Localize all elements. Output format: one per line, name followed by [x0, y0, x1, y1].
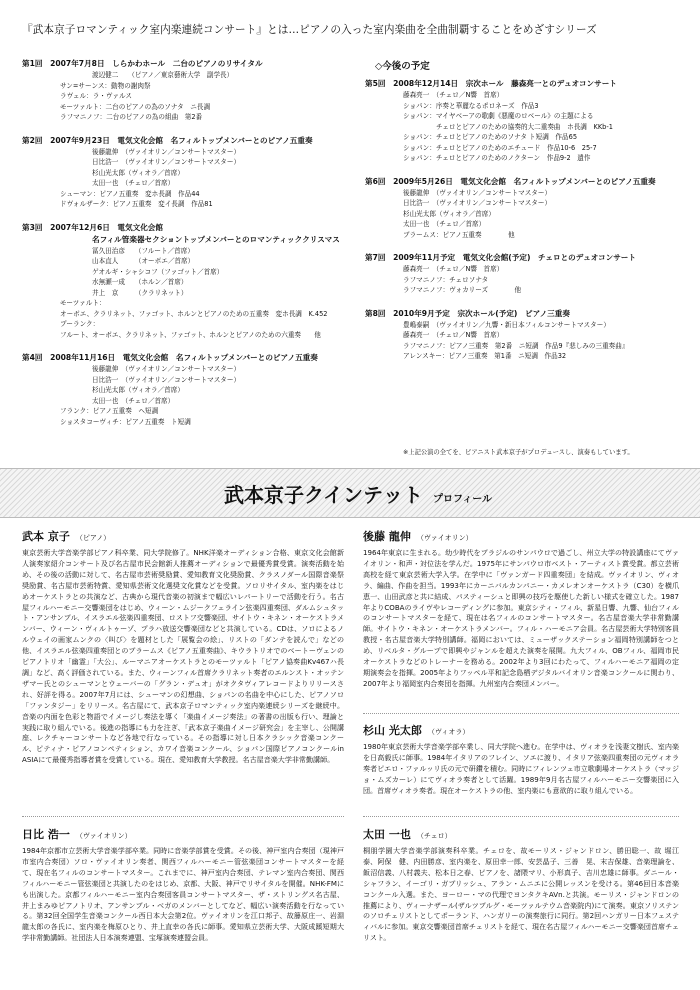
program-line: ラフマニノフ：ピアノ三重奏 第2番 ニ短調 作品9『悲しみの三重奏曲』 — [403, 341, 629, 350]
program-line: 豊嶋泰嗣 （ヴァイオリン／九響・新日本フィルコンサートマスター） — [403, 320, 610, 329]
bio-name: 日比 浩一 （ヴァイオリン） — [22, 828, 132, 841]
program-line: サン=サーンス：動物の謝肉祭 — [60, 81, 151, 90]
concert-entry — [365, 308, 683, 362]
concert-entry — [22, 135, 357, 210]
program-line: アレンスキー：ピアノ三重奏 第1番 ニ短調 作品32 — [403, 352, 567, 360]
quintet-title: 武本京子クインテット プロフィール — [224, 483, 492, 507]
program-line: チェロとピアノのための協奏的大二重奏曲 ホ長調 KKb-1 — [403, 122, 613, 131]
program-line: ショパン：序奏と華麗なるポロネーズ 作品3 — [403, 101, 539, 110]
bio-name: 武本 京子 （ピアノ） — [22, 530, 111, 543]
program-line: 山本直人 （オーボエ／首席） — [92, 257, 195, 265]
program-line: 太田一也 （チェロ／首席） — [403, 220, 486, 228]
bio-sugiyama — [363, 722, 679, 797]
concert-heading: 第4回 2008年11月16日 電気文化会館 名フィルトップメンバーとのピアノ五重奏 — [22, 353, 318, 362]
bio-divider — [363, 816, 679, 817]
bio-goto — [363, 528, 679, 690]
program-line: モーツァルト： — [60, 299, 106, 307]
bio-hibi — [22, 826, 344, 944]
program-line: 日比浩一 （ヴァイオリン／コンサートマスター） — [92, 158, 241, 166]
concert-heading: 第5回 2008年12月14日 宗次ホール 藤森亮一とのデュオコンサート — [365, 79, 617, 88]
program-line: 渡辺健二 （ピアノ／東京藝術大学 副学長） — [92, 71, 234, 79]
program-line: フルート、オーボエ、クラリネット、ファゴット、ホルンとピアノのための六重奏 他 — [60, 330, 321, 339]
program-line: 藤森亮一 （チェロ／N響 首席） — [403, 265, 504, 273]
concert-entry — [22, 222, 357, 341]
program-line: ラフマニノフ：チェロソナタ — [403, 275, 489, 284]
concert-entry — [22, 58, 357, 123]
program-line: 後藤龍伸 （ヴァイオリン／コンサートマスター） — [92, 365, 241, 373]
bio-name: 杉山 光太郎 （ヴィオラ） — [363, 724, 470, 737]
program-line: ゲオルギ・シャシコフ（ファゴット／首席） — [92, 267, 224, 276]
program-line: ショスタコーヴィチ：ピアノ五重奏 ト短調 — [60, 417, 191, 426]
program-line: 太田一也 （チェロ／首席） — [92, 396, 175, 405]
bio-takemoto — [22, 528, 344, 766]
concert-heading: 第7回 2009年11月予定 電気文化会館(予定) チェロとのデュオコンサート — [365, 253, 636, 262]
upcoming-concerts-column — [365, 58, 683, 374]
concert-heading: 第3回 2007年12月6日 電気文化会館 — [22, 222, 163, 232]
concert-subheading: 名フィル管楽器セクショントップメンバーとのロマンティッククリスマス — [92, 234, 340, 244]
concert-heading: 第6回 2009年5月26日 電気文化会館 名フィルトップメンバーとのピアノ五重奏 — [365, 176, 656, 186]
program-line: シューマン：ピアノ五重奏 変ホ長調 作品44 — [60, 189, 200, 198]
concert-entry — [365, 176, 683, 241]
program-line: 日比浩一 （ヴァイオリン／コンサートマスター） — [92, 375, 241, 384]
program-line: 藤森亮一 （チェロ／N響 首席） — [403, 331, 504, 339]
bio-text: 1964年東京に生まれる。幼少時代をブラジルのサンパウロで過ごし、州立大学の特設講座にてヴァイオリン・和声・対位法を学んだ。1975年にサンパウロ市ベスト・アーティスト賞受賞。都立芸術高校を経て東京芸術大学入学。在学中に「ヴァンガード四重奏団」を結成。ヴァイオリン、ヴィオラ、編曲、作曲を担当。1993年にカーニバルカンパニー・カメレオンオーケストラ（C30）を横爪恵一、山田武彦と共に結成、パスティーシュと即興の技巧を駆使した新しい様式を確立した。1987年よりCOBAのライヴやレコーディングに参加。東京シティ・フィル、新星日響、九響、仙台フィルのコンサートマスターを経て、現在は名フィルのコンサートマスター。名古屋音楽大学非常勤講師。サイトウ・キネン・オーケストラメンバー。フィル・ハーモニア会員。名古屋芸術大学特別客員教授・名古屋音楽大学特別講師。福岡においては、ミューザックステーション福岡特別講師をつとめ、リベルタ・グループで即興やジャンルを超えた演奏を展開。九大フィル、OBフィル、福岡市民オーケストラなどのトレーナーを務める。2002年より3回にわたって、フィルハーモニア福岡の定期演奏会を指揮。2005年よりフッペル平和記念島栖デジタルバイオリン音楽コンクールに関わり、2007年より福岡室内合奏団を指揮。九州室内合奏団メンバー。 — [363, 548, 679, 688]
program-line: ショパン：マイヤベーアの歌劇《悪魔のロベール》の主題による — [403, 112, 594, 120]
concert-entry — [22, 352, 357, 427]
program-line: 井上 京 （クラリネット） — [92, 288, 188, 297]
program-line: 後藤龍伸 （ヴァイオリン／コンサートマスター） — [92, 147, 241, 156]
past-concerts-column — [22, 58, 357, 439]
program-line: ショパン：チェロとピアノのためのソナタ ト短調 作品65 — [403, 133, 578, 141]
concert-entry — [365, 252, 683, 296]
series-title: 『武本京子ロマンティック室内楽連続コンサート』とは…ピアノの入った室内楽曲を全曲制覇することをめざすシリーズ — [22, 24, 597, 36]
profile-subtitle: プロフィール — [433, 494, 492, 505]
bio-text: 東京芸術大学音楽学部ピアノ科卒業、同大学院修了。NHK洋楽オーディション合格、東京文化会館新人演奏家紹介コンサート及び名古屋市民会館新人推薦オーディションで最優秀賞受賞。演奏活動を始め、その後の活動に対して、名古屋市芸術奨励賞、愛知教育文化奨励賞、クラスノダール国際音楽祭奨励賞、名古屋市芸術特賞、愛知県芸術文化選奨文化賞などを受賞。ソロリサイタル、室内楽をはじめオーケストラとの共演など、古典から現代音楽の初演まで幅広いレパートリーで活動を行う。名古屋フィルハーモニー交響楽団をはじめ、ウィーン・ムジークフェライン弦楽四重奏団、ダルムシュタット・アンサンブル、イスラエル弦楽四重奏団、ロストフ交響楽団、サイトウ・キネン・オーケストラメンバー、ウィーン・ヴィルトゥーゾ、プラハ放送交響楽団などと共演している。CDは、ソロによるノルウェイの画家ムンクの〈叫び〉を題材とした「展覧会の絵」、リストの「ダンテを読んで」などの他、イスラエル弦楽四重奏団とのブラームス《ピアノ五重奏曲》、キウラトリオでのベートーヴェンのピアノトリオ「幽霊」「大公」、ルーマニアオーケストラとのモーツァルト「ピアノ協奏曲Kv467ハ長調」など、高く評価されている。また、ウィーンフィル首席クラリネット奏者のエルンスト・オッテンザマー氏とのシューマンとウェーバーの「グラン・デュオ」がオクタヴィアレコードよりリリースされ、好評を得る。2007年7月には、シューマンの幻想曲、ショパンの名曲を中心にした、ピアノソロ「ファンタジー」をリリース。名古屋にて、武本京子ロマンティック室内楽連続シリーズを継続中。音楽の内面を色彩と物語でイメージし奏法を導く「楽曲イメージ奏法」の著書の出版も行い、理論と実践に取り組んでいる。後進の指導にも力を注ぎ、「武本京子楽曲イメージ研究会」を主宰し、公開講座、レクチャーコンサートなど各地で行なっている。その指導に対し日本クラシック音楽コンクール、ピティナ・ピアノコンペティション、カワイ音楽コンクール、ショパン国際ピアノコンクールin ASIAにて最優秀指導者賞を受賞している。現在、愛知教育大学教授。名古屋音楽大学非常勤講師。 — [22, 548, 344, 765]
program-line: ショパン：チェロとピアノのためのエチュード 作品10-6 25-7 — [403, 143, 597, 152]
program-line: 冨久田治彦 （フルート／首席） — [92, 246, 194, 255]
program-line: 水無瀬一成 （ホルン／首席） — [92, 278, 188, 286]
bio-name: 後藤 龍伸 （ヴァイオリン） — [363, 530, 473, 543]
program-line: ラヴェル：ラ・ヴァルス — [60, 92, 133, 100]
program-line: ラフマニノフ：二台のピアノの為の組曲 第2番 — [60, 113, 203, 121]
program-line: 杉山光太郎（ヴィオラ／首席） — [92, 168, 184, 177]
program-line: 藤森亮一 （チェロ／N響 首席） — [403, 91, 504, 99]
program-line: 後藤龍伸 （ヴァイオリン／コンサートマスター） — [403, 188, 552, 197]
concert-heading: 第2回 2007年9月23日 電気文化会館 名フィルトップメンバーとのピアノ五重奏 — [22, 135, 313, 145]
bio-divider — [22, 816, 344, 817]
program-line: オーボエ、クラリネット、ファゴット、ホルンとピアノのための五重奏 変ホ長調 K.452 — [60, 309, 328, 318]
profile-banner — [0, 468, 700, 518]
bio-text: 桐朋学園大学音楽学部演奏科卒業。チェロを、故モーリス・ジャンドロン、勝田聡一、故 堀江 泰、阿保 健、内田勝彦、室内楽を、原田幸一郎、安芸晶子、三善 晃、末吉保雄、音楽理論を、飯沼信義、八村義夫、松本日之春、ピアノを、諸隈マリ、小形真子、吉川忠雄に師事。ダニール・シャフラン、イーゴリ・ガブリッシュ、アラン・ムニエに公開レッスンを受ける。第46回日本音楽コンクール入選。また、ヨーロー・マの代理でヨンタクキAVn.と共演。モーリス・ジャンドロンの推薦により、ヴィーナザール(ザルツブルグ・モーツァルテウム音楽院内)にて演奏。東京ソリステンのソロチェリストとしてポーランド、ハンガリーの演奏旅行に同行。第2回ハンガリー日本フェスティバルに参加。東京交響楽団首席チェリストを経て、現在名古屋フィルハーモニー交響楽団首席チェリスト。 — [363, 846, 687, 943]
program-line: 日比浩一 （ヴァイオリン／コンサートマスター） — [403, 199, 552, 207]
bio-ota — [363, 826, 687, 944]
program-line: モーツァルト：二台のピアノの為のソナタ ニ長調 — [60, 102, 211, 111]
concert-heading: 第1回 2007年7月8日 しらかわホール 二台のピアノのリサイタル — [22, 59, 263, 68]
program-line: フランク：ピアノ五重奏 ヘ短調 — [60, 407, 159, 415]
production-note: ※上記公演の全てを、ピアニスト武本京子がプロデュースし、演奏もしています。 — [403, 449, 634, 456]
program-line: ラフマニノフ：ヴォカリーズ 他 — [403, 286, 522, 294]
bio-divider — [363, 713, 679, 714]
concert-heading: 第8回 2010年9月予定 宗次ホール(予定) ピアノ三重奏 — [365, 308, 570, 318]
concert-entry — [365, 78, 683, 164]
program-line: ショパン：チェロとピアノのためのノクターン 作品9-2 遺作 — [403, 154, 591, 162]
bio-text: 1984年京都市立芸術大学音楽学部卒業。同時に音楽学部賞を受賞。その後、神戸室内合奏団（現神戸市室内合奏団）ソロ・ヴァイオリン奏者、関西フィルハーモニー管弦楽団コンサートマスターを経て、現在名フィルのコンサートマスター。これまでに、神戸室内合奏団、テレマン室内合奏団、関西フィルハーモニー管弦楽団と共演したのをはじめ、京都、大阪、神戸でリサイタルを開催。NHK-FMにも出演した。京都フィルハーモニー室内合奏団客員コンサートマスター、ザ・ストリングス名古屋、井上まみゆピアノトリオ、アンサンブル・ベガのメンバーとしてなど、幅広い演奏活動を行なっている。第32回全国学生音楽コンクール西日本大会第2位。ヴァイオリンを江口邦子、故籐原庄一、岩淵龍太郎の各氏に、室内楽を梅原ひとり、井上直幸の各氏に師事。愛知県立芸術大学、大阪成蹊短期大学非常勤講師。社団法人日本演奏連盟、宝塚演奏連盟会員。 — [22, 846, 344, 943]
program-line: 杉山光太郎（ヴィオラ／首席） — [403, 209, 495, 218]
program-line: 太田一也 （チェロ／首席） — [92, 179, 175, 187]
bio-text: 1980年東京芸術大学音楽学部卒業し、同大学院へ進む。在学中は、ヴィオラを浅妻文樹氏、室内楽を日高毅氏に師事。1984年イタリアのフレイン、ソエに渡り、イタリア弦楽四重奏団の元ヴィオラ奏者ピエロ・ファルッリ氏の元で研鑽を積む。同時にフィレンツェ市立歌劇場オーケストラ（マッジョ・ムズカーレ）にてヴィオラ奏者として活躍。1989年9月名古屋フィルハーモニー交響楽団に入団。首席ヴィオラ奏者。現在オーケストラの他、室内楽にも意欲的に取り組んでいる。 — [363, 742, 679, 795]
program-line: ブラームス：ピアノ五重奏 他 — [403, 230, 515, 239]
upcoming-heading: ◇今後の予定 — [375, 61, 430, 72]
program-line: ドヴォルザーク：ピアノ五重奏 変イ長調 作品81 — [60, 200, 213, 208]
bio-name: 太田 一也 （チェロ） — [363, 828, 452, 841]
program-line: 杉山光太郎（ヴィオラ／首席） — [92, 386, 184, 394]
program-line: プーランク： — [60, 320, 100, 328]
